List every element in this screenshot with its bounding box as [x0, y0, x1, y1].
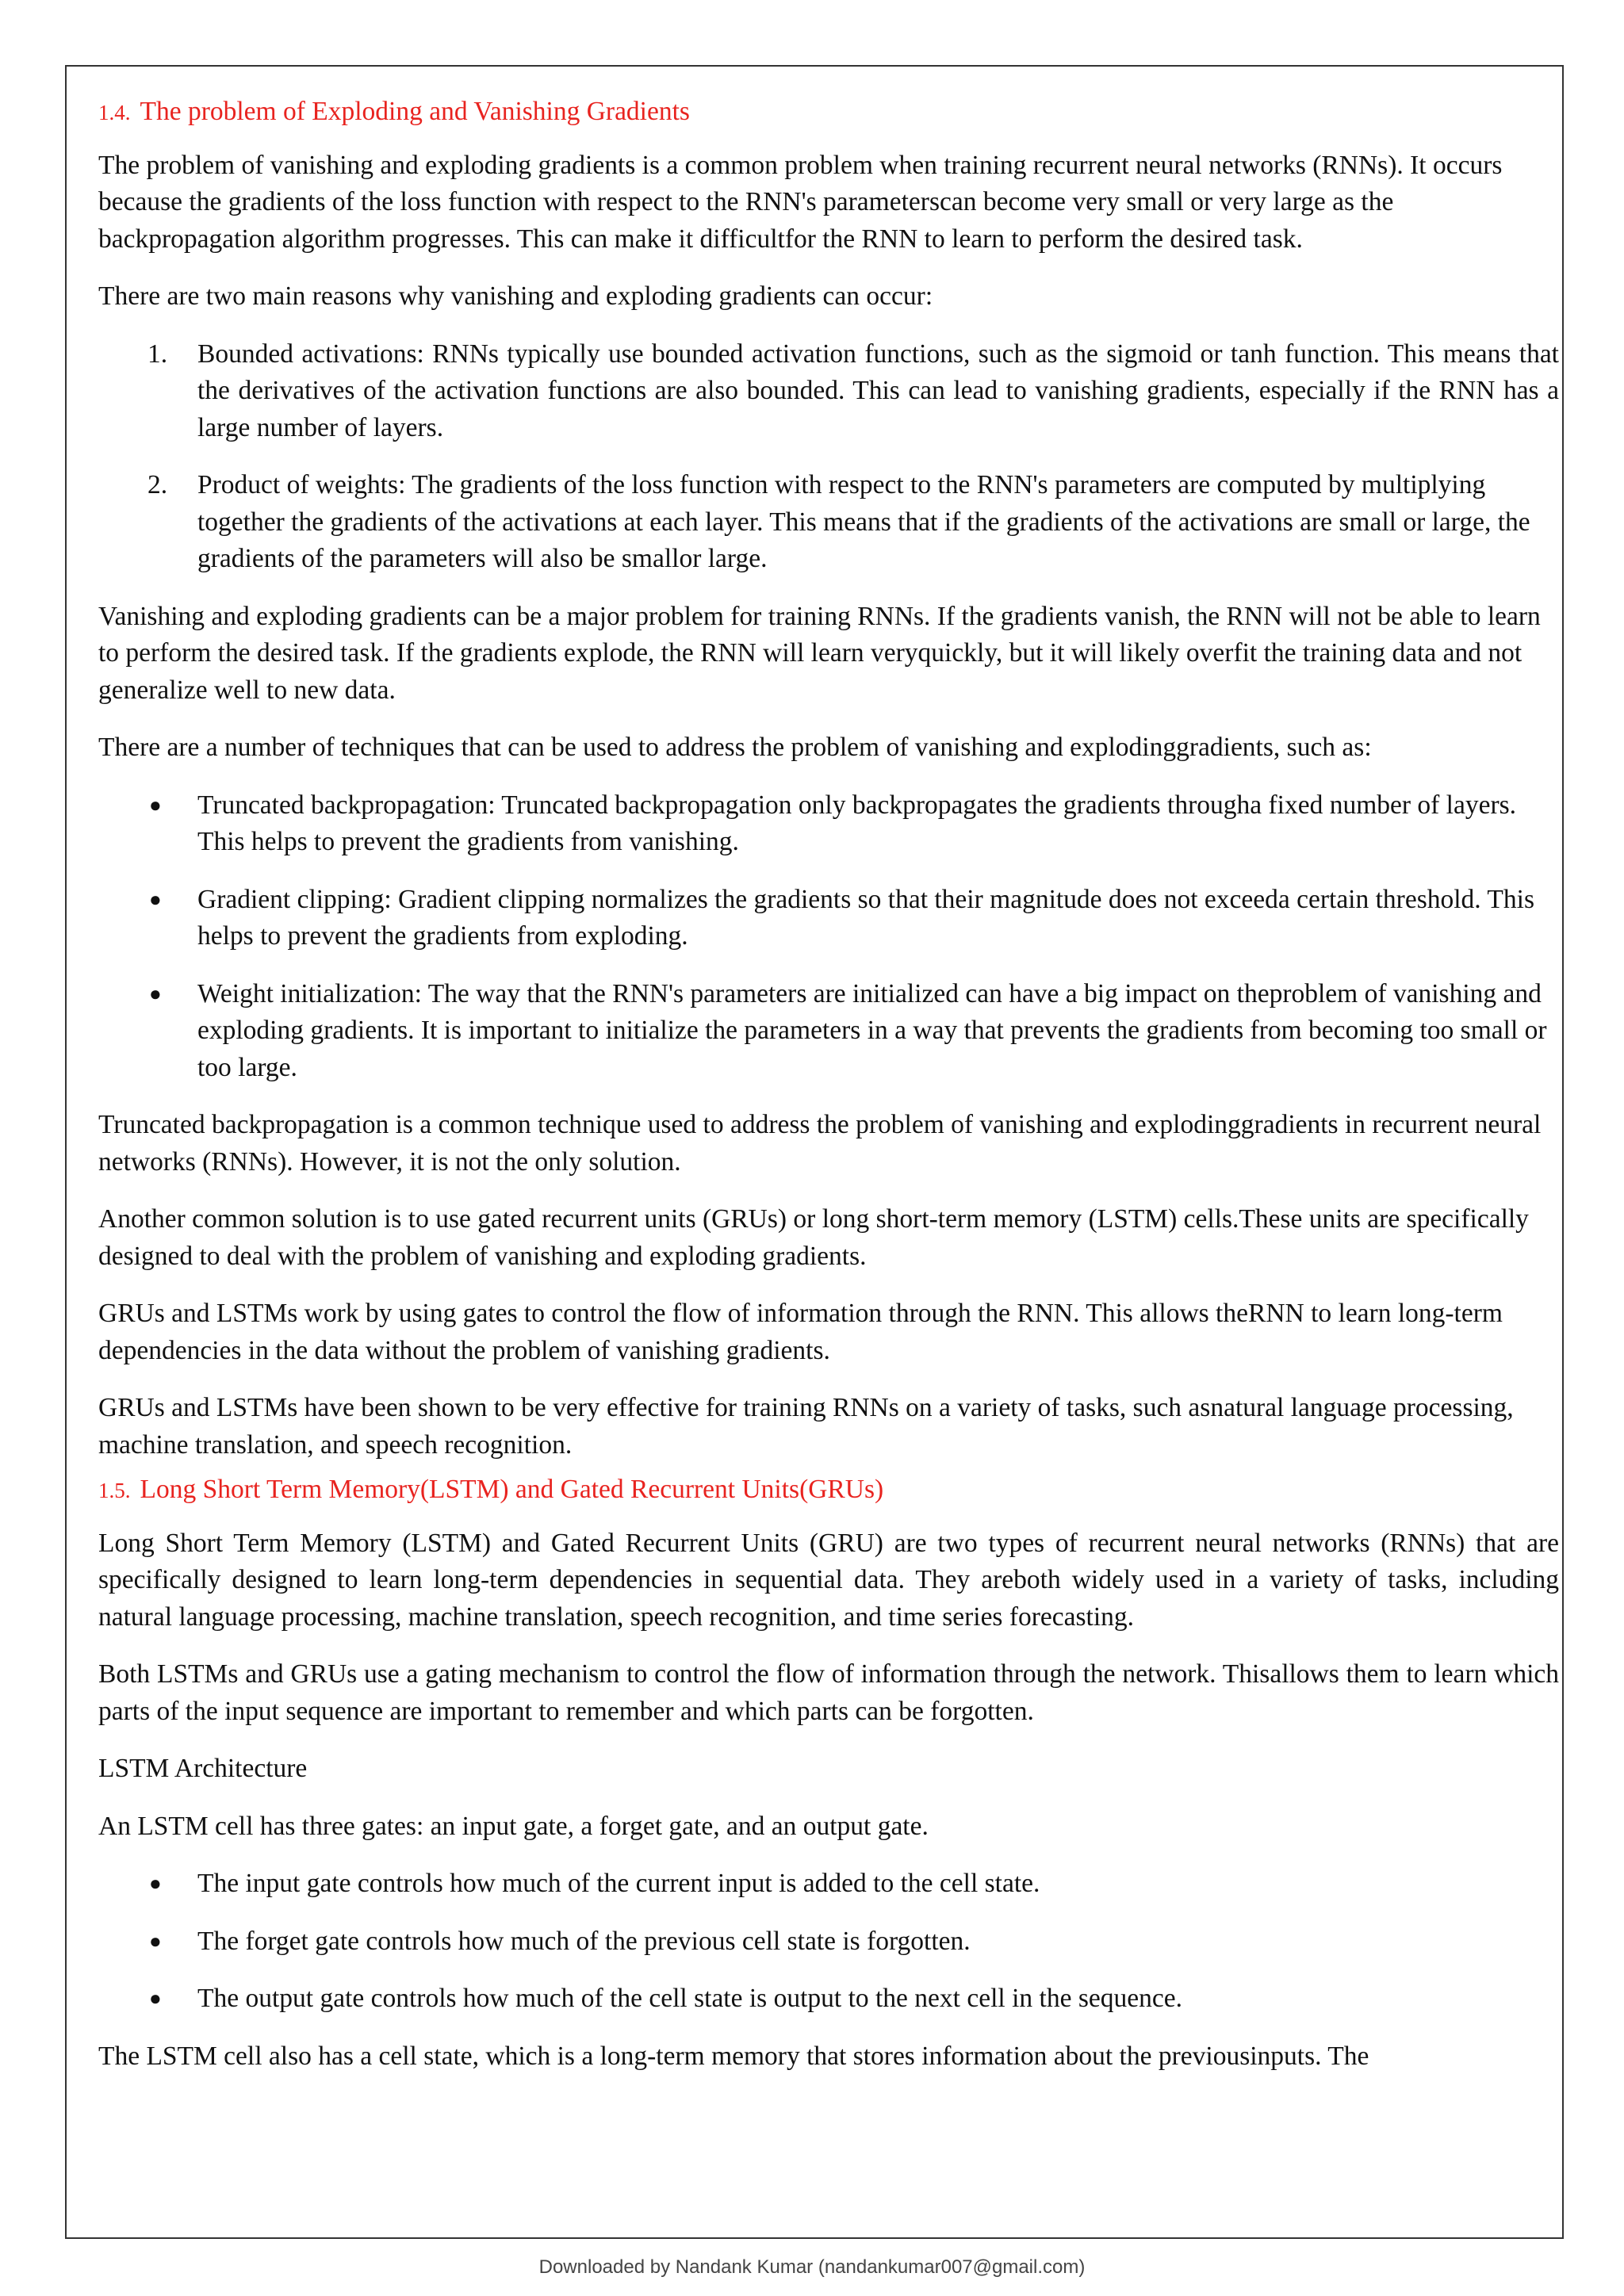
- paragraph-truncated: Truncated backpropagation is a common technique used to address the problem of vanishing and explodinggradients in recurrent neural networks (RNNs). However, it is not the only solution.: [98, 1110, 1542, 1177]
- bullet-list-gates: [98, 1866, 1559, 2018]
- paragraph-problem: Vanishing and exploding gradients can be a major problem for training RNNs. If the gradients vanish, the RNN will not be able to learn to perform the desired task. If the gradients explode, the RNN will learn veryquickly, but it will likely overfit the training data and not generalize well to new data.: [98, 601, 1541, 705]
- list-item: [98, 1923, 1559, 1961]
- list-item: [98, 787, 1559, 861]
- list-item: [98, 976, 1559, 1087]
- list-number: 2.: [147, 470, 168, 499]
- list-item-text: Gradient clipping: Gradient clipping normalizes the gradients so that their magnitude does not exceeda certain threshold. This helps to prevent the gradients from exploding.: [197, 884, 1534, 951]
- paragraph-gates: GRUs and LSTMs work by using gates to control the flow of information through the RNN. This allows theRNN to learn long-term dependencies in the data without the problem of vanishing gradients.: [98, 1299, 1503, 1365]
- list-item: [98, 467, 1559, 578]
- section-number: 1.4.: [98, 101, 131, 124]
- list-item-text: Weight initialization: The way that the RNN's parameters are initialized can have a big impact on theproblem of vanishing and exploding gradients. It is important to initialize the parameters in a way that prevents the gradients from becoming too small or too large.: [197, 978, 1547, 1082]
- paragraph-gating: Both LSTMs and GRUs use a gating mechanism to control the flow of information through the network. Thisallows them to learn which parts of the input sequence are important to remember and which parts can be forgotten.: [98, 1659, 1559, 1726]
- document-body: [98, 94, 1559, 2095]
- section-title: Long Short Term Memory(LSTM) and Gated Recurrent Units(GRUs): [140, 1475, 884, 1504]
- section-heading-1-4: [98, 94, 1559, 132]
- list-item: [98, 336, 1559, 447]
- list-number: 1.: [147, 339, 168, 369]
- paragraph-reasons-intro: There are two main reasons why vanishing and exploding gradients can occur:: [98, 281, 933, 311]
- section-number: 1.5.: [98, 1479, 131, 1502]
- bullet-icon: ●: [149, 1987, 162, 2010]
- list-item-text: The input gate controls how much of the current input is added to the cell state.: [197, 1869, 1040, 1898]
- paragraph-cell-state: The LSTM cell also has a cell state, which is a long-term memory that stores information about the previousinputs. The: [98, 2041, 1369, 2071]
- paragraph-lstm-gru-intro: Long Short Term Memory (LSTM) and Gated Recurrent Units (GRU) are two types of recurrent neural networks (RNNs) that are specifically designed to learn long-term dependencies in sequential data. They areboth widely used in a variety of tasks, including natural language processing, machine translation, speech recognition, and time series forecasting.: [98, 1528, 1559, 1632]
- list-item-text: The forget gate controls how much of the previous cell state is forgotten.: [197, 1926, 971, 1956]
- paragraph-gates-intro: An LSTM cell has three gates: an input gate, a forget gate, and an output gate.: [98, 1811, 929, 1841]
- bullet-icon: ●: [149, 1929, 162, 1953]
- paragraph-gru-lstm: Another common solution is to use gated recurrent units (GRUs) or long short-term memory (LSTM) cells.These units are specifically designed to deal with the problem of vanishing and exploding gradients.: [98, 1204, 1529, 1271]
- bullet-icon: ●: [149, 1872, 162, 1895]
- bullet-list-techniques: [98, 787, 1559, 1087]
- bullet-icon: ●: [149, 793, 162, 817]
- bullet-icon: ●: [149, 982, 162, 1005]
- paragraph-intro: The problem of vanishing and exploding gradients is a common problem when training recurrent neural networks (RNNs). It occurs because the gradients of the loss function with respect to the RNN's parameterscan become very small or very large as the backpropagation algorithm progresses. This can make it difficultfor the RNN to learn to perform the desired task.: [98, 150, 1503, 254]
- section-heading-1-5: [98, 1471, 1559, 1510]
- list-item-text: Product of weights: The gradients of the loss function with respect to the RNN's parameters are computed by multiplying together the gradients of the activations at each layer. This means that if the gradients of the activations are small or large, the gradients of the parameters will also be smallor large.: [197, 470, 1530, 573]
- paragraph-effective: GRUs and LSTMs have been shown to be very effective for training RNNs on a variety of tasks, such asnatural language processing, machine translation, and speech recognition.: [98, 1393, 1514, 1460]
- list-item-text: Bounded activations: RNNs typically use bounded activation functions, such as the sigmoid or tanh function. This means that the derivatives of the activation functions are also bounded. This can lead to vanishing gradients, especially if the RNN has a large number of layers.: [197, 339, 1559, 442]
- list-item-text: The output gate controls how much of the cell state is output to the next cell in the sequence.: [197, 1984, 1182, 2013]
- list-item: [98, 882, 1559, 955]
- numbered-list-reasons: [98, 336, 1559, 578]
- list-item: [98, 1980, 1559, 2018]
- list-item: [98, 1866, 1559, 1903]
- section-title: The problem of Exploding and Vanishing Gradients: [140, 97, 690, 126]
- paragraph-techniques-intro: There are a number of techniques that can be used to address the problem of vanishing and explodinggradients, such as:: [98, 733, 1372, 762]
- download-footer: Downloaded by Nandank Kumar (nandankumar007@gmail.com): [538, 2256, 1086, 2278]
- lstm-architecture-heading: LSTM Architecture: [98, 1754, 308, 1783]
- list-item-text: Truncated backpropagation: Truncated backpropagation only backpropagates the gradients througha fixed number of layers. This helps to prevent the gradients from vanishing.: [197, 790, 1517, 856]
- bullet-icon: ●: [149, 887, 162, 911]
